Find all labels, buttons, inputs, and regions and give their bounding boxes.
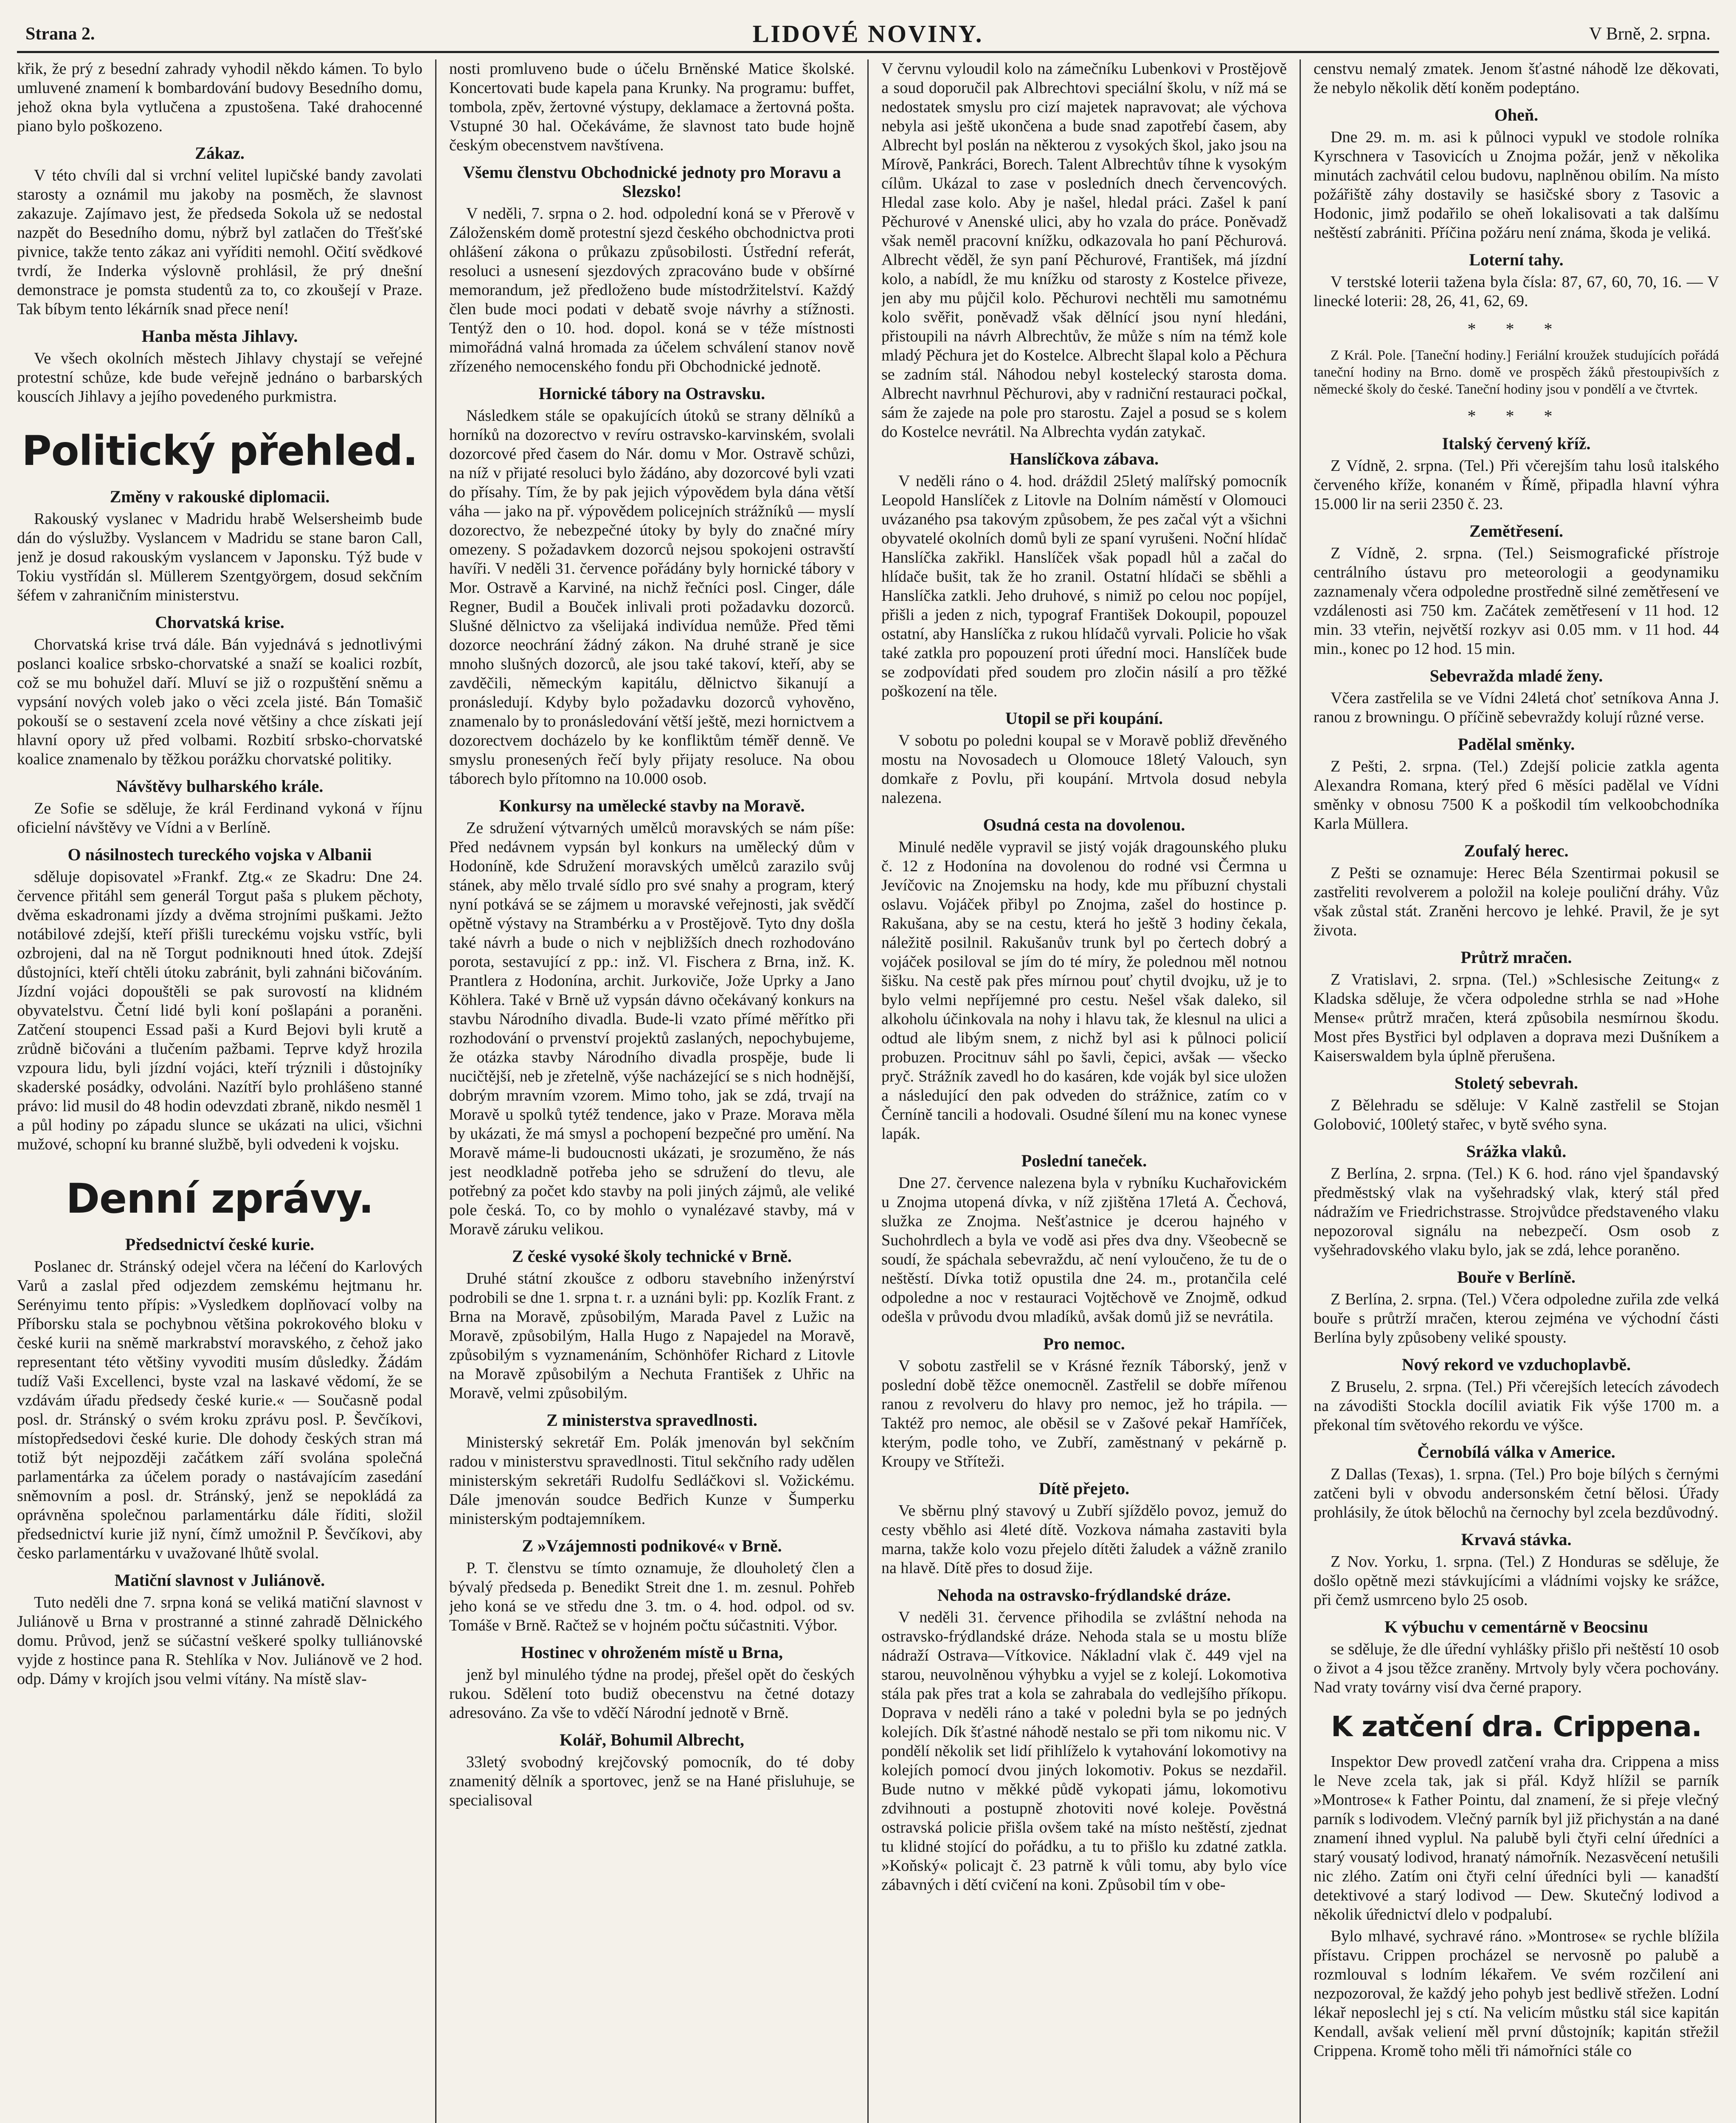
place-date: V Brně, 2. srpna. xyxy=(1589,24,1711,44)
article-text: se sděluje, že dle úřední vyhlášky přišlo při neštěstí 10 osob o život a 4 jsou těžce zraněny. Mrtvoly byly včera pochovány. Nad vraty továrny visí dva černé prapory. xyxy=(1314,1640,1719,1696)
section-heading: Osudná cesta na dovolenou. xyxy=(983,815,1185,834)
masthead xyxy=(17,17,1719,53)
article-text: Ve sběrnu plný stavový u Zubří sjíždělo povoz, jemuž do cesty vběhlo asi 4leté dítě. Vozkova námaha zastaviti byla marna, takže kolo vozu přejelo dítěti žaludek a vážně zranilo na hlavě. Dítě přes to dosud žije. xyxy=(881,1502,1287,1577)
article-text: Dne 27. července nalezena byla v rybníku Kuchařovickém u Znojma utopená dívka, v níž zjištěna 17letá A. Čechová, služka ze Znojma. Nešťastnice je dcerou hajného v Suchohrdlech a byla ve vodě asi přes dva dny. Všeobecně se soudí, že spáchala sebevraždu, ač není vyloučeno, že tu de o neštěstí. Dívka totiž opustila dne 24. m., protančila celé odpoledne a noc v restauraci Vojtěchově ve Znojmě, odkud odešla v průvodu dvou mladíků, avšak domů již se nevrátila. xyxy=(881,1174,1287,1326)
section-heading: Hanslíčkova zábava. xyxy=(1009,449,1159,468)
article-text: Rakouský vyslanec v Madridu hrabě Welsersheimb bude dán do výslužby. Vyslancem v Madridu se stane baron Call, jenž je dosud rakouským vyslancem v Japonsku. Týž bude v Tokiu vystřídán sl. Müllerem Szentgyörgem, dosud sekčním šéfem v zahraničním ministerstvu. xyxy=(17,510,422,604)
article-text: křik, že prý z besední zahrady vyhodil někdo kámen. To bylo umluvené znamení k bombardování budovy Besedního domu, jehož okna byla vytlučena a zpustošena. Také drahocenné piano bylo poškozeno. xyxy=(17,60,422,135)
separator-asterisks: * * * xyxy=(1467,406,1565,425)
section-heading: Nový rekord ve vzduchoplavbě. xyxy=(1401,1355,1631,1374)
section-heading: Krvavá stávka. xyxy=(1461,1530,1572,1549)
newspaper-title: LIDOVÉ NOVINY. xyxy=(752,20,984,48)
section-heading: Srážka vlaků. xyxy=(1466,1142,1567,1161)
article-text: 33letý svobodný krejčovský pomocník, do té doby znamenitý dělník a sportovec, jenž se na Hané přisluhuje, se specialisoval xyxy=(449,1753,855,1809)
column-rule xyxy=(1300,59,1301,2123)
column-rule xyxy=(435,59,436,2123)
article-text: Ministerský sekretář Em. Polák jmenován byl sekčním radou v ministerstvu spravedlnosti. Titul sekčního rady udělen ministerským sekretáři Rudolfu Sedláčkovi sl. Vožickému. Dále jmenován soudce Bedřich Kunze v Šumperku ministerským podtajemníkem. xyxy=(449,1433,855,1528)
article-text: Následkem stále se opakujících útoků se strany dělníků a horníků na dozorectvo v revíru ostravsko-karvinském, svolali dozorcové před časem do Nár. domu v Mor. Ostravě schůzi, na níž v přijaté resoluci bylo žádáno, aby dozorcové byli vzati do přísahy. Tím, že by pak jejich výpovědem byla dána větší váha — jako na př. výpovědem policejních strážníků — myslí dozorectvo, že nebezpečné útoky by byly do značné míry omezeny. S požadavkem dozorců nejsou spokojeni ostravští havíři. V neděli 31. července pořádány byly hornické tábory v Mor. Ostravě a Karviné, na nichž řečníci posl. Cinger, dále Regner, Budil a Bouček inlivali proti požadavku dozorců. Slušné dělnictvo za všelijaká indivídua nemůže. Před těmi dozorce neochrání žádný zákon. Na druhé straně je sice mnoho slušných dozorců, ale jsou také takoví, kteří, aby se zavděčili, německým kapitálu, dělnictvo šikanují a pronásledují. Kdyby bylo požadavku dozorců vyhověno, znamenalo by to pronásledování větší ještě, mezi hornictvem a dozorectvem docházelo by ke konfliktům téměř denně. Ve smyslu pronesených řečí byly přijaty resoluce. Na obou táborech bylo přítomno na 10.000 osob. xyxy=(449,407,855,788)
article-text: V sobotu po poledni koupal se v Moravě pobliž dřevěného mostu na Novosadech u Olomouce 18letý Valouch, syn domkaře z Povlu, při koupání. Mrtvola dosud nebyla nalezena. xyxy=(881,732,1287,807)
section-heading: Bouře v Berlíně. xyxy=(1457,1267,1576,1287)
section-heading: Stoletý sebevrah. xyxy=(1454,1073,1578,1092)
section-heading: Zoufalý herec. xyxy=(1464,841,1569,860)
column-1 xyxy=(17,59,422,2123)
section-title-crippen: K zatčení dra. Crippena. xyxy=(1331,1710,1702,1743)
article-text: V červnu vyloudil kolo na zámečníku Lubenkovi v Prostějově a soud doporučil pak Albrechtovi speciální školu, v níž má se nedostatek smyslu pro cizí majetek napravovat; ale výchova nebyla asi ještě ukončena a bude snad zapotřebí časem, aby Albrecht byl poslán na některou z vysokých škol, jako jsou na Mírově, Pankráci, Borech. Talent Albrechtův tíhne k vysokým cílům. Ukázal to zase v posledních dnech červencových. Hledal zase kolo. Aby je našel, hledal práci. Zašel k paní Pěchurové v Anenské ulici, aby ho vzala do práce. Poněvadž však neměl pracovní knížku, odkazovala ho paní Pěchurová. Albrecht věděl, že syn paní Pěchurové, František, má jízdní kolo, a nabídl, že mu knížku od starosty z Kostelce přiveze, jen aby mu půjčil kolo. Pěchurovi nechtěli mu samotnému kolo svěřit, poněvadž však dělnící jsou nyní hledáni, přistoupili na návrh Albrechtův, že může s ním na témž kole mladý Pěchura jet do Kostelce. Albrecht šlapal kolo a Pěchura se zadním stál. Náhodou nebyl kostelecký starosta doma. Albrecht navrhnul Pěchurovi, aby v radniční restauraci počkal, sám že zajede na pole pro starostu. Zajel a posud se s kolem do Kostelce nevrátil. Na Albrechta vydán zatykač. xyxy=(881,60,1287,441)
section-heading: Nehoda na ostravsko-frýdlandské dráze. xyxy=(937,1585,1231,1605)
article-text: Bylo mlhavé, sychravé ráno. »Montrose« se rychle blížila přístavu. Crippen procházel se nervosně po palubě a rozmlouval s lodním lékařem. Ve svém rozčilení ani nezpozoroval, že každý jeho pohyb jest bedlivě střežen. Lodní lékař neposlechl jej s ctí. Na velicím můstku stál sice kapitán Kendall, avšak veliení měl první důstojník; kapitán střežil Crippena. Kromě toho měli tři námořníci stále co xyxy=(1314,1927,1719,2060)
article-text: V neděli 31. července přihodila se zvláštní nehoda na ostravsko-frýdlandské dráze. Nehoda stala se u mostu blíže nádraží Ostrava—Vítkovice. Nákladní vlak č. 449 vjel na starou, neuvolněnou výhybku a vyjel se z kolejí. Lokomotiva stála pak přes trat a kola se zahrabala do vedlejšího příkopu. Doprava v neděli ráno a také v poledni byla se po jedných kolejích. Dík šťastné náhodě nestalo se při tom nikomu nic. V pondělí několik set lidí přihlíželo k vytahování lokomotivy na kolejích pomocí dvou jiných lokomotiv. Pokus se nezdařil. Bude nutno v měkké půdě vykopati jámu, lokomotivu zdvihnouti a postupně zhotoviti nové koleje. Pověstná ostravská policie přišla ovšem také na místo neštěstí, zjednat tu klidné stojící do pořádku, a tu to přišlo ku zdatné zatkla. »Koňský« policajt č. 23 patrně k vůli tomu, aby bylo více zábavných i dětí cvičení na koni. Způsobil tím v obe- xyxy=(881,1608,1287,1894)
article-text: Druhé státní zkoušce z odboru stavebního inženýrství podrobili se dne 1. srpna t. r. a uznáni byli: pp. Kozlík Frant. z Brna na Moravě, způsobilým, Marada Pavel z Lužic na Moravě, způsobilým, Halla Hugo z Napajedel na Moravě, způsobilým s vyznamenáním, Schönhöfer Richard z Litovle na Moravě způsobilým a Nechuta František z Uhřic na Moravě, velmi způsobilým. xyxy=(449,1270,855,1402)
article-text: V terstské loterii tažena byla čísla: 87, 67, 60, 70, 16. — V linecké loterii: 28, 26, 41, 62, 69. xyxy=(1314,273,1719,310)
page-number: Strana 2. xyxy=(25,24,95,44)
section-heading: Předsednictví české kurie. xyxy=(125,1235,315,1254)
column-3 xyxy=(881,59,1287,2123)
article-text: V sobotu zastřelil se v Krásné řezník Táborský, jenž v poslední době těžce onemocněl. Zastřelil se dobře mířenou ranou z revolveru do hlavy pro nemoc, jež ho trápila. — Taktéž pro nemoc, ale oběsil se v Zašové pekař Hamříček, kterým, podle toho, ve Zubří, zaměstnaný v pekárně p. Kroupy ve Stříteži. xyxy=(881,1357,1287,1470)
article-text: Z Dallas (Texas), 1. srpna. (Tel.) Pro boje bílých s černými zatčeni byli v obvodu andersonském četní bělosi. Úřady prohlásily, že útok bělochů na černochy byl zcela bezdůvodný. xyxy=(1314,1465,1719,1521)
section-heading: Oheň. xyxy=(1494,105,1539,124)
section-heading: Z české vysoké školy technické v Brně. xyxy=(512,1247,792,1266)
article-text: V neděli ráno o 4. hod. dráždil 25letý malířský pomocník Leopold Hanslíček z Litovle na Dolním náměstí v Olomouci uvázaného psa takovým způsobem, že pes začal výt a všichni obyvatelé okolních domů byli ze spaní vyrušeni. Noční hlídač Hanslíčka zakřikl. Hanslíček však popadl hůl a začal do hlídače bušit, tak že ho zranil. Ostatní hlídači se sběhli a Hanslíčka zatkli. Jeho druhové, s nimiž po celou noc popíjel, přišli a jeden z nich, typograf František Dokoupil, popouzel ostatní, aby Hanslíčka z rukou hlídačů vyrvali. Policie ho však také zatkla pro popouzení proti úřední moci. Hanslíček bude se zodpovídati před soudem pro zločin násilí a pro těžké poškození na těle. xyxy=(881,472,1287,700)
separator-asterisks: * * * xyxy=(1467,319,1565,338)
section-heading: Zemětřesení. xyxy=(1469,521,1563,541)
section-heading: Utopil se při koupání. xyxy=(1005,709,1163,728)
newspaper-page xyxy=(17,17,1719,2123)
article-text: V této chvíli dal si vrchní velitel lupičské bandy zavolati starosty a oznámil mu jakoby na posměch, že slavnost zakazuje. Zajímavo jest, že předseda Sokola už se nedostal nazpět do Besedního domu, nýbrž byl zatlačen do Třešťské pivnice, takže tento zákaz ani vyříditi nemohl. Očití svědkové tvrdí, že Inderka výslovně prohlásil, že prý dnešní demonstrace je pomsta studentů za to, co zkoušejí v Praze. Tak bíbym tento lékárník snad přece není! xyxy=(17,166,422,318)
section-heading: Matiční slavnost v Juliánově. xyxy=(114,1571,325,1590)
article-text: Z Vratislavi, 2. srpna. (Tel.) »Schlesische Zeitung« z Kladska sděluje, že včera odpoledne strhla se nad »Hohe Mense« průtrž mračen, která způsobila nesmírnou škodu. Most přes Bystřici byl odplaven a doprava mezi Dušníkem a Kaiserswaldem byla úplně přerušena. xyxy=(1314,971,1719,1065)
article-text: Z Nov. Yorku, 1. srpna. (Tel.) Z Honduras se sděluje, že došlo opětně mezi stávkujícími a vládními vojsky ke srážce, při čemž usmrceno bylo 25 osob. xyxy=(1314,1553,1719,1609)
section-heading: Konkursy na umělecké stavby na Moravě. xyxy=(499,796,805,815)
section-heading: Z ministerstva spravedlnosti. xyxy=(546,1411,757,1430)
article-text: Z Bělehradu se sděluje: V Kalně zastřelil se Stojan Golobović, 100letý stařec, v bytě svého syna. xyxy=(1314,1096,1719,1133)
column-4 xyxy=(1314,59,1719,2123)
column-rule xyxy=(867,59,869,2123)
article-text: Z Pešti se oznamuje: Herec Béla Szentirmai pokusil se zastřeliti revolverem a položil na koleje pouliční dráhy. Vůz však zůstal stát. Zraněni hercovo je lehké. Pravil, že je syt života. xyxy=(1314,864,1719,939)
section-heading: Hornické tábory na Ostravsku. xyxy=(538,384,765,403)
section-heading: Sebevražda mladé ženy. xyxy=(1429,666,1603,685)
article-text: V neděli, 7. srpna o 2. hod. odpolední koná se v Přerově v Záloženském domě protestní sjezd českého obchodnictva proti ohlášení zákona o průkazu způsobilosti. Ústřední referát, resoluci a usnesení sjezdových zpracováno bude v obšírné memorandum, jež předloženo bude místodržitelství. Každý člen bude moci podati v debatě svoje návrhy a stížnosti. Tentýž den o 10. hod. dopol. koná se v téže místnosti mimořádná valná hromada za účelem schválení stanov nově zřízeného nemocenského fondu při Obchodnické jednotě. xyxy=(449,205,855,375)
section-title-politics: Politický přehled. xyxy=(22,427,418,475)
article-text: Včera zastřelila se ve Vídni 24letá choť setníkova Anna J. ranou z browningu. O příčině sebevraždy kolují různé verse. xyxy=(1314,689,1719,726)
article-text: Z Pešti, 2. srpna. (Tel.) Zdejší policie zatkla agenta Alexandra Romana, který před 6 měsíci padělal ve Vídni směnky v obnosu 7500 K a poškodil tím velkoobchodníka Karla Müllera. xyxy=(1314,757,1719,833)
section-heading: K výbuchu v cementárně v Beocsinu xyxy=(1384,1617,1649,1636)
section-title-daily-news: Denní zprávy. xyxy=(66,1175,374,1222)
section-heading: Hanba města Jihlavy. xyxy=(141,327,298,346)
section-heading: Padělal směnky. xyxy=(1457,735,1575,754)
article-text: Z Berlína, 2. srpna. (Tel.) K 6. hod. ráno vjel špandavský předměstský vlak na vyšehradský vlak, který stál před nádražím ve Friedrichstrasse. Strojvůdce představeného vlaku nepozoroval signálu na nebezpečí. Osm osob z vyšehradovského vlaku bylo, jak se zdá, lehce poraněno. xyxy=(1314,1165,1719,1259)
article-text: Z Bruselu, 2. srpna. (Tel.) Při včerejších letecích závodech na závodišti Stockla docílil aviatik Fik výše 1700 m. a překonal tím světového rekordu ve výšce. xyxy=(1314,1378,1719,1434)
article-text: censtvu nemalý zmatek. Jenom šťastné náhodě lze děkovati, že nebylo několik dětí koněm podeptáno. xyxy=(1314,60,1719,97)
article-text: Inspektor Dew provedl zatčení vraha dra. Crippena a miss le Neve zcela tak, jak si přál. Když hlížil se parník »Montrose« k Father Pointu, dal znamení, že si přeje vlečný parník s lodivodem. Vlečný parník byl již přichystán a na dané znamení ihned vyplul. Na palubě byli čtyři celní úředníci a starý vousatý lodivod, hranatý námořník. Nezasvěcení netušili nic zlého. Zatím oni čtyři celní úředníci byli — kanadští detektivové a starý lodivod — Dew. Skutečný lodivod a několik úřednictví dlelo v podpalubí. xyxy=(1314,1753,1719,1923)
column-2 xyxy=(449,59,855,2123)
section-heading: Z »Vzájemnosti podnikové« v Brně. xyxy=(522,1536,782,1555)
article-text: sděluje dopisovatel »Frankf. Ztg.« ze Skadru: Dne 24. července přitáhl sem generál Torgut paša s plukem pěchoty, dvěma eskadronami jízdy a dvěma strojními puškami. Ježto notábilové zdejší, kteří přišli tureckému vojsku vstříc, byli ozbrojeni, dal na ně Torgut podniknouti hned útok. Zdejší důstojníci, kteří chtěli útoku zabránit, byli zahnáni bičováním. Jízdní vojáci dopouštěli se pak surovostí na klidném obyvatelstvu. Četní lidé byli koní pošlapáni a poraněni. Zatčení stoupenci Essad paši a Kurd Bejovi byli krutě a zrůdně bičováni a tlučením pažbami. Teprve když hrozila vzpoura lidu, byli jízdní vojáci, kteří trýznili i důstojníky skaderské posádky, odvoláni. Nazítří bylo prohlášeno stanné právo: lid musil do 48 hodin odevzdati zbraně, nikdo nesměl 1 a půl hodiny po západu slunce se ukázati na ulici, všichni mužové, schopní ku branné službě, byli odvedeni k vojsku. xyxy=(17,868,422,1153)
article-text: Ve všech okolních městech Jihlavy chystají se veřejné protestní schůze, kde bude veřejně jednáno o barbarských kouscích Jihlavy a jejího povedeného purkmistra. xyxy=(17,349,422,405)
section-heading: Všemu členstvu Obchodnické jednoty pro Moravu a Slezsko! xyxy=(463,163,841,201)
article-text: Z Vídně, 2. srpna. (Tel.) Při včerejším tahu losů italského červeného kříže, konaném v Římě, připadla hlavní výhra 15.000 lir na serii 2350 č. 23. xyxy=(1314,457,1719,513)
article-text: Ze sdružení výtvarných umělců moravských se nám píše: Před nedávnem vypsán byl konkurs na umělecký dům v Hodoníně, kde Sdružení moravských umělců zarazilo svůj stánek, aby mělo trvalé sídlo pro své snahy a program, který nyní potkává se se zájmem u moravské veřejnosti, jak svědčí opětně výstavy na Strambérku a v Prostějově. Tyto dny došla také návrh a bude o nich v nejbližších dnech rozhodováno porota, sestavující z pp.: inž. Vl. Fischera z Brna, inž. K. Prantlera z Hodonína, archit. Jurkoviče, Jože Uprky a Jano Köhlera. Také v Brně už vypsán dávno očekávaný konkurs na stavbu Národního divadla. Bude-li vzato přímé měřítko při rozhodování o prvenství projektů zaslaných, nepochybujeme, že otázka stavby Národního divadla prospěje, bude li nucičtější, neb je zřetelně, výše nacházející se s nich hodnější, dobrým mravním vzorem. Mimo toho, jak se zdá, trvají na Moravě u spolků tytéž tendence, jako v Praze. Morava měla by ukázati, že má smysl a pochopení bezpečné pro umění. Na Moravě máme-li budoucnosti ukázati, je srozuměno, že nás jest neodkladně potřeba jeho se sdružení do tlevu, ale potřebný za počet kdo stavby na poli jiných zájmů, ale veliké pole česká. To, co by mohlo o vynalézavé stavby, má v Moravě záruku velikou. xyxy=(449,819,855,1238)
article-text: Dne 29. m. m. asi k půlnoci vypukl ve stodole rolníka Kyrschnera v Tasovicích u Znojma požár, jenž v několika minutách zachvátil celou budovu, naplněnou obilím. Na místo požářiště záhy dostavily se hasičské sbory z Tasovic a Hodonic, jimž podařilo se oheň lokalisovati a tak dalšímu neštěstí zabrániti. Příčina požáru není známa, škoda je veliká. xyxy=(1314,128,1719,242)
article-text: P. T. členstvu se tímto oznamuje, že dlouholetý člen a bývalý předseda p. Benedikt Streit dne 1. m. zesnul. Pohřeb jeho koná se ve středu dne 3. tm. o 4. hod. odpol. od sv. Tomáše v Brně. Račtež se v hojném počtu súčastniti. Výbor. xyxy=(449,1559,855,1634)
section-heading: Černobílá válka v Americe. xyxy=(1417,1442,1615,1461)
section-heading: Dítě přejeto. xyxy=(1038,1479,1130,1498)
article-text: Z Vídně, 2. srpna. (Tel.) Seismografické přístroje centrálního ústavu pro meteorologii a geodynamiku zaznamenaly včera odpoledne prostředně silné zemětřesení ve vzdálenosti asi 750 km. Začátek zemětřesení v 11 hod. 12 min. 33 vteřin, největší rozkyv asi 0.05 mm. v 11 hod. 44 min., konec po 12 hod. 15 min. xyxy=(1314,544,1719,658)
section-heading: Poslední taneček. xyxy=(1021,1151,1147,1170)
section-heading: Chorvatská krise. xyxy=(155,613,284,632)
article-text: Minulé neděle vypravil se jistý voják dragounského pluku č. 12 z Hodonína na dovolenou do rodné vsi Čermna u Jevíčovic na Znojemsku na hody, kde mu příbuzní chystali oslavu. Vojáček přibyl po Znojma, zašel do hostince p. Rakušana, aby se na cestu, která ho ještě 3 hodiny čekala, náležitě posilnil. Rakušanův trunk byl po čertech dobrý a vojáček posiloval se jím do té míry, že polednou měl notnou šišku. Na cestě pak přes mírnou pouť chytil dvojku, už je to bylo velmi nepříjemné pro cestu. Nešel však daleko, sil alkoholu účinkovala na nohy i hlavu tak, že klesnul na ulici a odtud ale libým snem, z nichž byl asi k půlnoci policií probuzen. Procitnuv sáhl po šavli, čepici, avšak — všecko pryč. Strážník zavedl ho do kasáren, kde voják byl sice uložen a následující den pak odveden do strážnice, zatím co v Černíně tancili a hodovali. Osudné šílení mu na konec vynese lapák. xyxy=(881,838,1287,1143)
article-text: Tuto neděli dne 7. srpna koná se veliká matiční slavnost v Juliánově u Brna v prostranné a stinné zahradě Dělnického domu. Průvod, jenž se súčastní veškeré spolky tulliánovské vyjde z hostince pana R. Stehlíka v Nov. Juliánově ve 2 hod. odp. Dámy v krojích jsou velmi vítány. Na místě slav- xyxy=(17,1594,422,1688)
section-heading: Průtrž mračen. xyxy=(1460,948,1572,967)
article-text: Z Berlína, 2. srpna. (Tel.) Včera odpoledne zuřila zde velká bouře s průtrží mračen, kterou zejména ve východní části Berlína byly způsobeny veliké spousty. xyxy=(1314,1290,1719,1346)
section-heading: Hostinec v ohroženém místě u Brna, xyxy=(521,1643,783,1662)
article-text: Ze Sofie se sděluje, že král Ferdinand vykoná v říjnu oficielní návštěvy ve Vídni a v Berlíně. xyxy=(17,800,422,836)
article-text: Poslanec dr. Stránský odejel včera na léčení do Karlových Varů a zaslal před odjezdem zemskému hejtmanu hr. Serényimu tento přípis: »Vysledkem doplňovací volby na Příborsku stala se pochybnou většina pokrokového bloku v české kurii na sněmě markrabství moravského, z čehož jako representant této většiny vyvoditi musím důsledky. Žádám tudíž Vaši Excellenci, byste vzal na laskavé vědomí, že se vzdávám úřadu předsedy české kurie.« — Současně podal posl. dr. Stránský o svém kroku zprávu posl. P. Ševčíkovi, místopředsedovi české kurie. Dle dohody českých stran má totiž být nejpozději začátkem září svolána společná parlamentárka za účelem porady o nastávajícím zasedání sněmovním a posl. dr. Stránský, jenž se nepokládá za oprávněna společnou parlamentárku dále říditi, složil předsednictví kurie již nyní, čímž umožnil P. Ševčíkovi, aby česko parlamentárku v uvažované lhůtě svolal. xyxy=(17,1258,422,1562)
section-heading: O násilnostech tureckého vojska v Albanii xyxy=(68,845,372,864)
section-heading: Loterní tahy. xyxy=(1469,250,1564,269)
section-heading: Pro nemoc. xyxy=(1043,1334,1125,1353)
section-heading: Kolář, Bohumil Albrecht, xyxy=(560,1730,744,1749)
article-text: Chorvatská krise trvá dále. Bán vyjednává s jednotlivými poslanci koalice srbsko-chorvatské a snaží se koalici rozbít, což se mu bohužel daří. Mluví se již o rozpuštění sněmu a vypsání nových voleb jako o věci zcela jisté. Bán Tomašič pokouší se o sestavení zcela nové většiny a chce získati její hlavní opory už před volbami. Rozbití srbsko-chorvatské koalice znamenalo by těžkou porážku chorvatské politiky. xyxy=(17,636,422,768)
section-heading: Změny v rakouské diplomacii. xyxy=(110,487,330,506)
article-text: jenž byl minulého týdne na prodej, přešel opět do českých rukou. Sdělení toto budiž obecenstvu na četné dotazy adresováno. Za vše to vděčí Národní jednotě v Brně. xyxy=(449,1666,855,1722)
section-heading: Italský červený kříž. xyxy=(1442,434,1591,453)
article-text: nosti promluveno bude o účelu Brněnské Matice školské. Koncertovati bude kapela pana Krunky. Na programu: buffet, tombola, zpěv, žertovné výstupy, deklamace a žertovná pošta. Vstupné 30 hal. Očekáváme, že slavnost tato bude hojně českým obecenstvem navštívena. xyxy=(449,60,855,154)
section-heading: Návštěvy bulharského krále. xyxy=(116,777,324,796)
article-text: Z Král. Pole. [Taneční hodiny.] Feriální kroužek studujících pořádá taneční hodiny na Brno. domě ve prospěch žáků přestoupivších z německé školy do české. Taneční hodiny jsou v pondělí a ve čtvrtek. xyxy=(1314,348,1719,397)
section-heading: Zákaz. xyxy=(195,144,245,163)
